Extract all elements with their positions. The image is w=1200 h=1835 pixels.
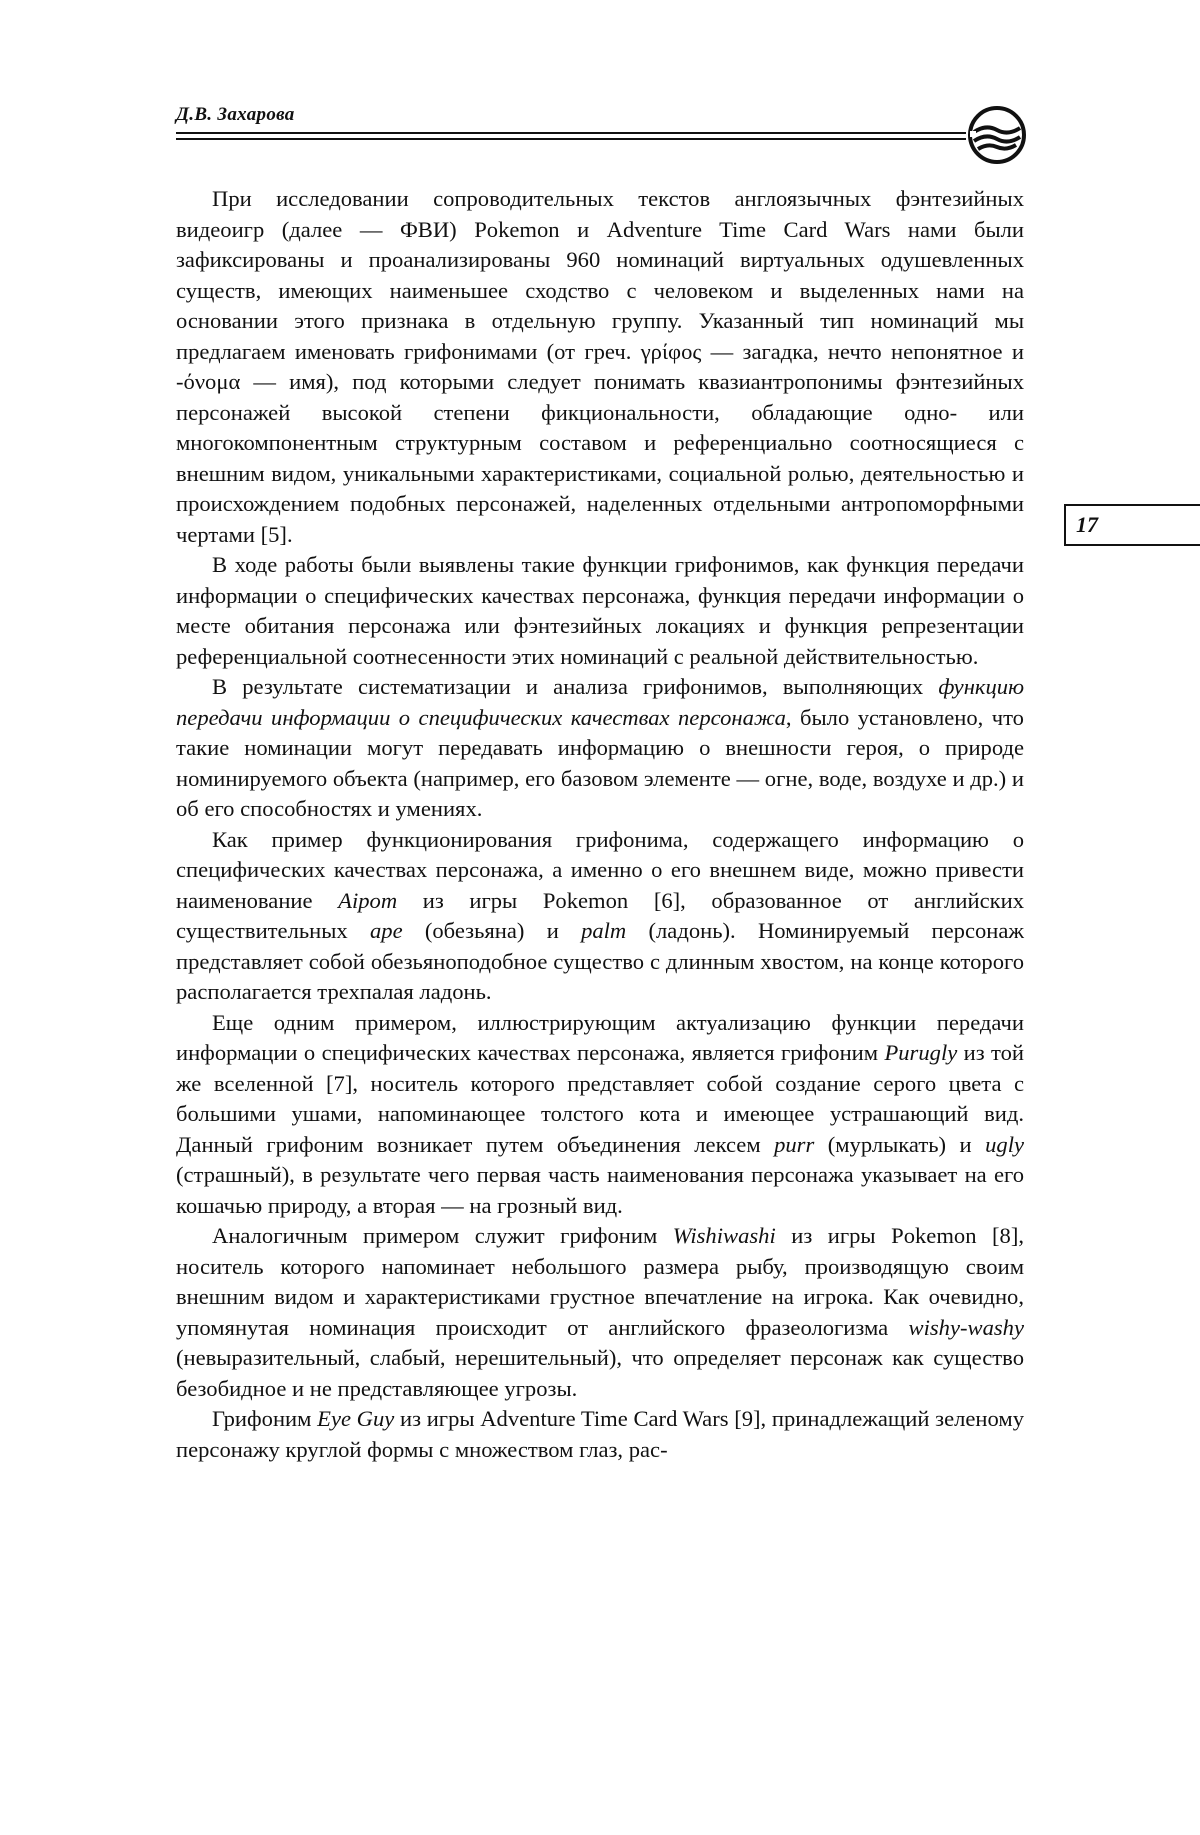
page-number-box	[1064, 504, 1200, 546]
italic-term: Wishiwashi	[672, 1223, 776, 1248]
text-run: из игры Pokemon [6], образованное от английских существительных	[176, 887, 1024, 943]
text-run: (ладонь). Номинируемый персонаж представляет собой обезьяноподобное существо с длинным хвостом, на конце которого располагается трехпалая ладонь.	[176, 918, 1025, 1004]
text-run: (невыразительный, слабый, нерешительный), что определяет персонаж как существо безобидное и не представляющее угрозы.	[176, 1345, 1024, 1401]
italic-term: ape	[369, 918, 403, 943]
running-header	[176, 104, 1026, 164]
italic-term: Purugly	[884, 1040, 958, 1065]
text-run: из игры Adventure Time Card Wars [9], принадлежащий зеленому персонажу круглой формы с множеством глаз, рас-	[176, 1406, 1024, 1462]
italic-term: palm	[581, 918, 627, 943]
text-run: (мурлыкать) и	[814, 1131, 986, 1157]
paragraph	[176, 1008, 1024, 1222]
paragraph	[176, 1221, 1024, 1404]
italic-term: purr	[774, 1131, 815, 1157]
italic-term: Aipom	[338, 887, 398, 913]
italic-term: wishy-washy	[908, 1314, 1024, 1340]
text-run: из игры Pokemon [8], носитель которого напоминает небольшого размера рыбу, производящую своим внешним видом и характеристиками грустное впечатление на игрока. Как очевидно, упомянутая номинация происходит от английского фразеологизма	[176, 1223, 1024, 1340]
header-rule-top	[176, 132, 966, 134]
text-run: В результате систематизации и анализа грифонимов, выполняющих	[212, 674, 939, 699]
text-run: При исследовании сопроводительных текстов англоязычных фэнтезийных видеоигр (далее — ФВИ) Pokemon и Adventure Time Card Wars нами были зафиксированы и проанализированы 960 номинаций виртуальных одушевленных существ, имеющих наименьшее сходство с человеком и выделенных нами на основании этого признака в отдельную группу. Указанный тип номинаций мы предлагаем именовать грифонимами (от греч. γρίφος — загадка, нечто непонятное и -όνομα — имя), под которыми следует понимать квазиантропонимы фэнтезийных персонажей высокой степени фикциональности, обладающие одно- или многокомпонентным структурным составом и референциально соотносящиеся с внешним видом, уникальными характеристиками, социальной ролью, деятельностью и происхождением подобных персонажей, наделенных отдельными антропоморфными чертами [5].	[176, 186, 1024, 547]
italic-term: функцию передачи информации о специфических качествах персонажа	[176, 674, 1024, 730]
journal-logo-icon	[966, 104, 1028, 166]
article-body	[176, 184, 1024, 1465]
text-run: (обезьяна) и	[402, 918, 582, 943]
paragraph	[176, 825, 1024, 1008]
italic-term: Eye Guy	[317, 1406, 395, 1431]
text-run: из той же вселенной [7], носитель которого представляет собой создание серого цвета с большими ушами, напоминающее толстого кота и имеющее устрашающий вид. Данный грифоним возникает путем объединения лексем	[176, 1040, 1024, 1157]
text-run: Как пример функционирования грифонима, содержащего информацию о специфических качествах персонажа, а именно о его внешнем виде, можно привести наименование	[176, 826, 1024, 913]
italic-term: ugly	[985, 1131, 1024, 1157]
text-run: Грифоним	[212, 1406, 318, 1431]
text-run: Еще одним примером, иллюстрирующим актуализацию функции передачи информации о специфических качествах персонажа, является грифоним	[176, 1009, 1024, 1065]
header-rule-bottom	[176, 138, 966, 140]
page-number: 17	[1076, 512, 1098, 537]
text-run: , было установлено, что такие номинации могут передавать информацию о внешности героя, о природе номинируемого объекта (например, его базовом элементе — огне, воде, воздухе и др.) и об его способностях и умениях.	[176, 704, 1024, 821]
author-name: Д.В. Захарова	[176, 104, 295, 125]
paragraph	[176, 550, 1024, 672]
text-run: (страшный), в результате чего первая часть наименования персонажа указывает на его кошачью природу, а вторая — на грозный вид.	[176, 1162, 1024, 1218]
text-run: Аналогичным примером служит грифоним	[212, 1223, 673, 1248]
paragraph	[176, 672, 1024, 825]
paragraph	[176, 1404, 1024, 1465]
paragraph	[176, 184, 1024, 550]
text-run: В ходе работы были выявлены такие функции грифонимов, как функция передачи информации о специфических качествах персонажа, функция передачи информации о месте обитания персонажа или фэнтезийных локациях и функция репрезентации референциальной соотнесенности этих номинаций с реальной действительностью.	[176, 552, 1024, 669]
